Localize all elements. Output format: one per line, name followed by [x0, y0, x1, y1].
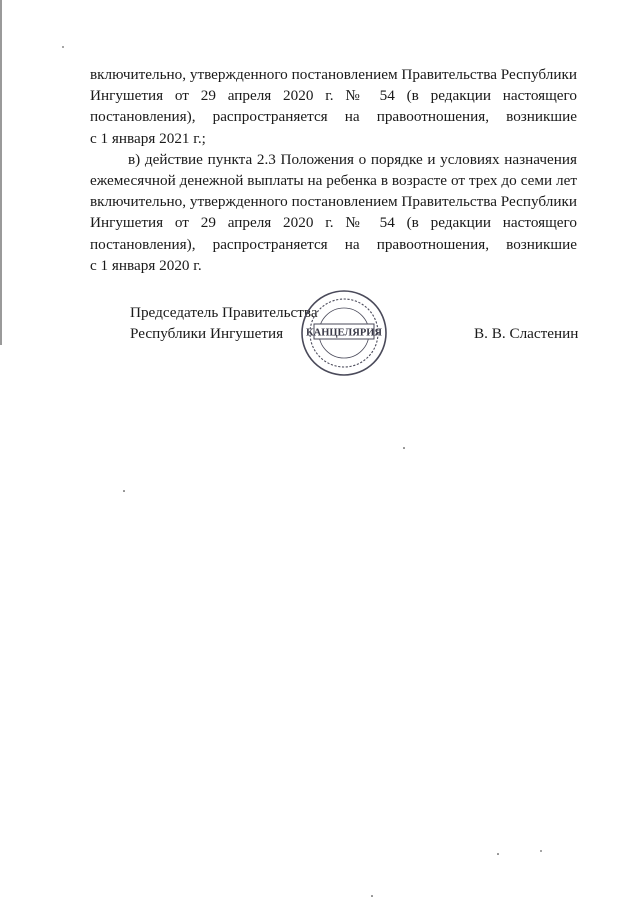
- signatory-title-line: Председатель Правительства: [130, 304, 318, 321]
- signatory-title-line: Республики Ингушетия: [130, 325, 284, 343]
- text-line: Ингушетия от 29 апреля 2020 г. № 54 (в редакции настоящего: [90, 214, 577, 232]
- scan-speck: [497, 853, 499, 855]
- text-line: с 1 января 2020 г.: [90, 256, 202, 274]
- paragraph-continuation: [90, 64, 577, 149]
- scan-speck: [371, 895, 373, 897]
- scan-speck: [123, 490, 125, 492]
- text-line: в) действие пункта 2.3 Положения о порядке и условиях назначения: [128, 150, 577, 168]
- scan-speck: [540, 850, 542, 852]
- signatory-name: В. В. Сластенин: [474, 325, 579, 342]
- stamp-center-text: КАНЦЕЛЯРИЯ: [306, 327, 382, 339]
- text-line: включительно, утвержденного постановлением Правительства Республики: [90, 66, 577, 83]
- official-stamp: [300, 289, 388, 377]
- text-line: постановления), распространяется на правоотношения, возникшие: [90, 235, 577, 253]
- signatory-title: [130, 302, 318, 344]
- text-line: Ингушетия от 29 апреля 2020 г. № 54 (в редакции настоящего: [90, 87, 577, 105]
- scan-speck: [62, 46, 64, 48]
- paragraph-item-v: [90, 149, 577, 276]
- scan-speck: [403, 447, 405, 449]
- text-line: включительно, утвержденного постановлением Правительства Республики: [90, 193, 577, 211]
- text-line: постановления), распространяется на правоотношения, возникшие: [90, 108, 577, 126]
- text-line: с 1 января 2021 г.;: [90, 129, 206, 147]
- scan-edge-line: [0, 0, 2, 345]
- text-line: ежемесячной денежной выплаты на ребенка в возрасте от трех до семи лет: [90, 172, 577, 190]
- body-text: [90, 64, 577, 276]
